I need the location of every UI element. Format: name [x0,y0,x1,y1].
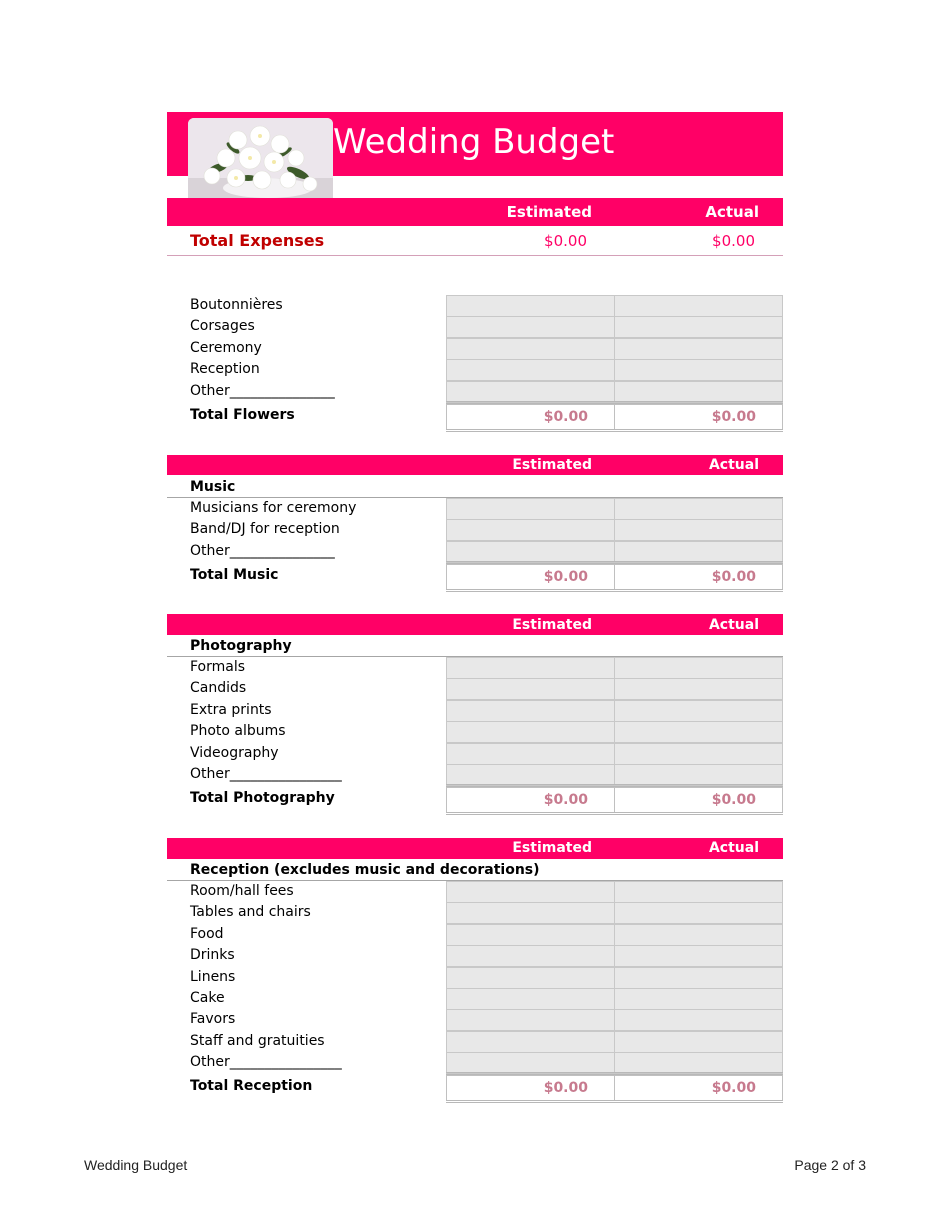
photography-estimated-input[interactable] [446,721,615,743]
flowers-estimated-input[interactable] [446,381,615,403]
reception-total-label: Total Reception [190,1078,313,1094]
flowers-item-ceremony: Ceremony [190,340,262,356]
reception-actual-input[interactable] [614,1009,783,1031]
reception-actual-input[interactable] [614,967,783,989]
reception-estimated-input[interactable] [446,967,615,989]
photography-actual-input[interactable] [614,700,783,722]
flowers-actual-input[interactable] [614,338,783,360]
photography-item-formals: Formals [190,659,246,675]
flowers-actual-input[interactable] [614,295,783,317]
photography-estimated-input[interactable] [446,743,615,765]
music-actual-input[interactable] [614,519,783,541]
reception-actual-input[interactable] [614,1031,783,1053]
music-item-other: Other_______________ [190,543,335,559]
page-title: Wedding Budget [333,122,615,162]
photography-actual-input[interactable] [614,678,783,700]
reception-actual-input[interactable] [614,945,783,967]
reception-estimated-input[interactable] [446,881,615,903]
reception-total-actual: $0.00 [614,1075,783,1101]
photography-estimated-input[interactable] [446,700,615,722]
photography-actual-input[interactable] [614,743,783,765]
music-estimated-input[interactable] [446,498,615,520]
photography-total-actual: $0.00 [614,787,783,813]
reception-estimated-input[interactable] [446,1031,615,1053]
flowers-actual-input[interactable] [614,316,783,338]
reception-total-estimated: $0.00 [446,1075,615,1101]
flowers-estimated-input[interactable] [446,295,615,317]
photography-total-estimated: $0.00 [446,787,615,813]
flowers-total-actual: $0.00 [614,404,783,430]
music-heading: Music [190,479,236,495]
reception-item-room-hall-fees: Room/hall fees [190,883,294,899]
music-total-actual: $0.00 [614,564,783,590]
reception-actual-input[interactable] [614,881,783,903]
photography-item-candids: Candids [190,680,247,696]
bouquet-photo [188,118,333,204]
flowers-estimated-input[interactable] [446,359,615,381]
reception-item-favors: Favors [190,1011,236,1027]
photography-estimated-input[interactable] [446,657,615,679]
music-total-estimated: $0.00 [446,564,615,590]
summary-rule [167,255,783,256]
flowers-actual-input[interactable] [614,381,783,403]
photography-actual-input[interactable] [614,657,783,679]
music-item-musicians: Musicians for ceremony [190,500,357,516]
reception-col-actual: Actual [708,840,759,856]
reception-estimated-input[interactable] [446,1052,615,1074]
music-total-label: Total Music [190,567,279,583]
total-expenses-label: Total Expenses [190,231,325,250]
music-actual-input[interactable] [614,498,783,520]
summary-col-actual: Actual [705,203,759,221]
flowers-estimated-input[interactable] [446,316,615,338]
reception-item-cake: Cake [190,990,225,1006]
photography-actual-input[interactable] [614,764,783,786]
reception-actual-input[interactable] [614,902,783,924]
flowers-total-estimated: $0.00 [446,404,615,430]
footer-title: Wedding Budget [84,1157,188,1173]
photography-col-estimated: Estimated [512,617,592,633]
photography-bottom-rule [446,812,783,815]
reception-estimated-input[interactable] [446,945,615,967]
reception-bottom-rule [446,1100,783,1103]
music-col-actual: Actual [708,457,759,473]
photography-heading: Photography [190,638,292,654]
flowers-total-label: Total Flowers [190,407,295,423]
photography-item-videography: Videography [190,745,279,761]
photography-item-extra-prints: Extra prints [190,702,272,718]
photography-item-photo-albums: Photo albums [190,723,286,739]
reception-estimated-input[interactable] [446,902,615,924]
flowers-item-reception: Reception [190,361,260,377]
footer-page-number: Page 2 of 3 [794,1157,866,1173]
photography-col-actual: Actual [708,617,759,633]
flowers-item-corsages: Corsages [190,318,255,334]
reception-estimated-input[interactable] [446,924,615,946]
reception-col-estimated: Estimated [512,840,592,856]
reception-item-tables-chairs: Tables and chairs [190,904,311,920]
reception-actual-input[interactable] [614,924,783,946]
music-estimated-input[interactable] [446,541,615,563]
music-item-band-dj: Band/DJ for reception [190,521,340,537]
music-col-estimated: Estimated [512,457,592,473]
reception-item-staff-gratuities: Staff and gratuities [190,1033,325,1049]
reception-actual-input[interactable] [614,1052,783,1074]
photography-estimated-input[interactable] [446,764,615,786]
total-expenses-actual: $0.00 [712,232,755,250]
reception-estimated-input[interactable] [446,988,615,1010]
music-bottom-rule [446,589,783,592]
flowers-estimated-input[interactable] [446,338,615,360]
flowers-actual-input[interactable] [614,359,783,381]
reception-item-drinks: Drinks [190,947,235,963]
music-actual-input[interactable] [614,541,783,563]
reception-item-food: Food [190,926,224,942]
photography-item-other: Other________________ [190,766,342,782]
reception-estimated-input[interactable] [446,1009,615,1031]
photography-actual-input[interactable] [614,721,783,743]
reception-actual-input[interactable] [614,988,783,1010]
summary-col-estimated: Estimated [506,203,592,221]
flowers-bottom-rule [446,429,783,432]
photography-estimated-input[interactable] [446,678,615,700]
flowers-item-other: Other_______________ [190,383,335,399]
photography-total-label: Total Photography [190,790,335,806]
reception-heading: Reception (excludes music and decorations) [190,862,540,878]
total-expenses-estimated: $0.00 [544,232,587,250]
reception-item-linens: Linens [190,969,236,985]
reception-item-other: Other________________ [190,1054,342,1070]
flowers-item-boutonnieres: Boutonnières [190,297,283,313]
music-estimated-input[interactable] [446,519,615,541]
